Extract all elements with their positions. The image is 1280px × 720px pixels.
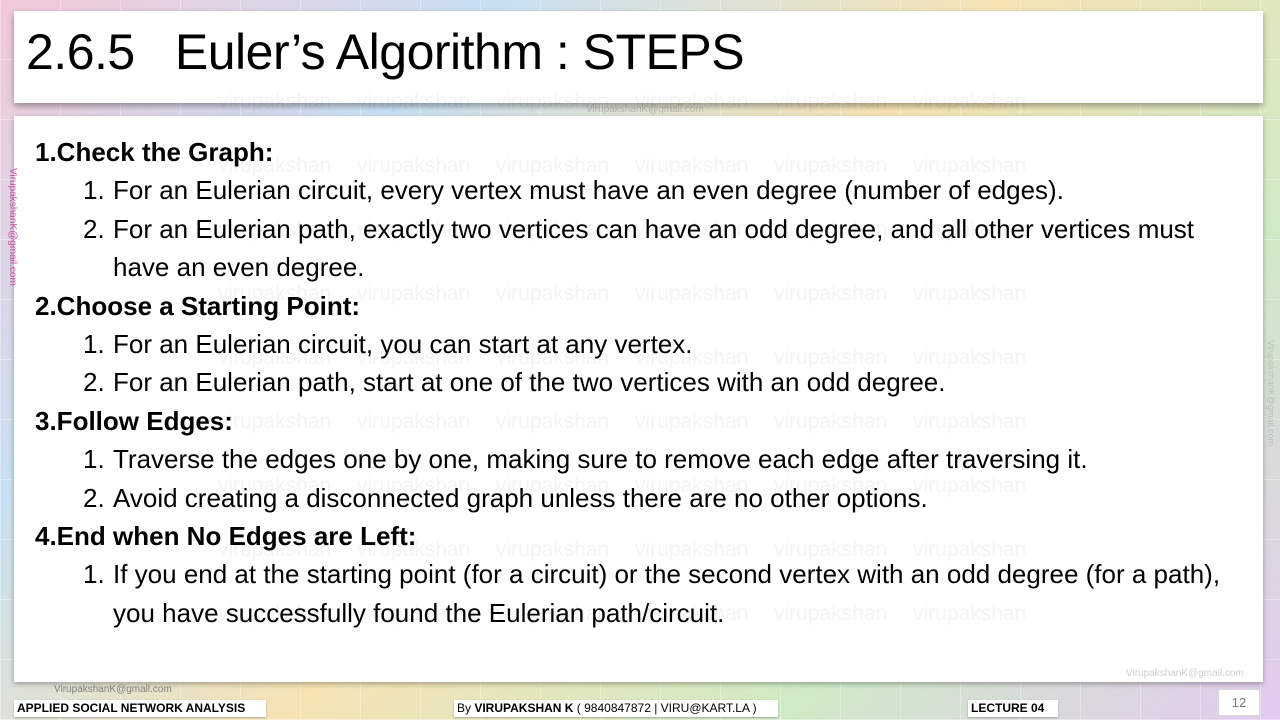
- footer-course: APPLIED SOCIAL NETWORK ANALYSIS: [14, 700, 266, 717]
- step-heading: 4.End when No Edges are Left:: [35, 521, 417, 552]
- step-heading: 1.Check the Graph:: [35, 137, 274, 167]
- step-sub-item: [35, 479, 1245, 517]
- step-sub-item: [35, 363, 1245, 401]
- footer-author: [454, 700, 778, 717]
- author-prefix: By: [457, 701, 475, 715]
- step-heading: 2.Choose a Starting Point:: [35, 290, 361, 321]
- sub-item-text: If you end at the starting point (for a circuit) or the second vertex with an odd degree (for a path), you have successfully found the Eulerian path/circuit.: [113, 559, 1221, 628]
- sub-item-text: For an Eulerian circuit, every vertex must have an even degree (number of edges).: [113, 175, 1064, 206]
- sub-item-text: For an Eulerian circuit, you can start at any vertex.: [113, 329, 693, 360]
- watermark-email-vertical: VirupakshanK@gmail.com: [7, 168, 18, 286]
- steps-list: [35, 133, 1245, 632]
- sub-item-number: 1.: [83, 175, 105, 206]
- sub-item-number: 2.: [83, 482, 105, 513]
- sub-item-number: 2.: [83, 367, 105, 398]
- step-sub-item: [35, 210, 1245, 287]
- author-contact: ( 9840847872 | VIRU@KART.LA ): [573, 701, 757, 715]
- sub-item-number: 1.: [83, 444, 105, 475]
- step-follow-edges: [35, 402, 1245, 517]
- sub-item-number: 1.: [83, 559, 105, 590]
- step-sub-item: [35, 171, 1245, 209]
- sub-item-number: 2.: [83, 213, 105, 244]
- slide-title: 2.6.5 Euler’s Algorithm : STEPS: [26, 24, 745, 80]
- step-heading: 3.Follow Edges:: [35, 405, 233, 436]
- step-choose-start: [35, 287, 1245, 402]
- sub-item-text: Avoid creating a disconnected graph unless there are no other options.: [113, 482, 928, 513]
- author-name: VIRUPAKSHAN K: [474, 701, 574, 715]
- watermark-email: VirupakshanK@gmail.com: [586, 104, 704, 115]
- watermark-email-bottom-right: VirupakshanK@gmail.com: [1126, 668, 1244, 679]
- step-sub-item: [35, 325, 1245, 363]
- watermark-email-right: VirupakshanK@gmail.com: [1266, 340, 1276, 447]
- step-check-graph: [35, 133, 1245, 287]
- footer-lecture: LECTURE 04: [968, 700, 1058, 717]
- sub-item-text: For an Eulerian path, exactly two vertices can have an odd degree, and all other vertices must have an even degree.: [113, 213, 1195, 283]
- sub-item-number: 1.: [83, 329, 105, 360]
- sub-item-text: For an Eulerian path, start at one of the two vertices with an odd degree.: [113, 367, 946, 398]
- watermark-email-bottom-left: VirupakshanK@gmall.com: [54, 684, 172, 695]
- step-sub-item: [35, 440, 1245, 478]
- page-number: 12: [1218, 689, 1260, 716]
- step-sub-item: [35, 555, 1245, 632]
- step-end: [35, 517, 1245, 632]
- sub-item-text: Traverse the edges one by one, making sure to remove each edge after traversing it.: [113, 444, 1088, 475]
- title-panel: [14, 11, 1263, 103]
